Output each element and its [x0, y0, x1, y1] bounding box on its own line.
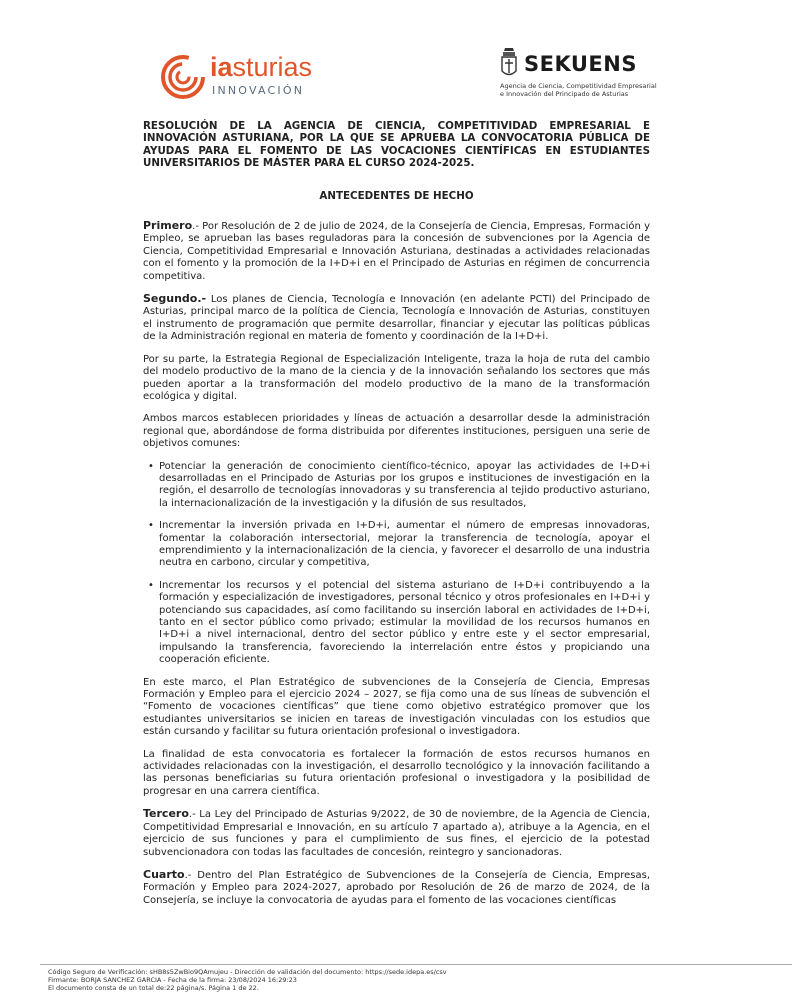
paragraph-segundo: [143, 293, 650, 344]
paragraph-lead: Tercero: [143, 807, 189, 821]
paragraph-finalidad: La finalidad de esta convocatoria es fortalecer la formación de estos recursos humanos en actividades relacionadas con la investigación, el desarrollo tecnológico y la innovación facilitando a las personas beneficiarias su futura orientación profesional o investigadora y la posibilidad de progresar en una carrera científica.: [143, 748, 650, 797]
footer-csv-line: Código Seguro de Verificación: sHB8s5ZwBio9QAmujeu - Dirección de validación del documento: https://sede.idepa.es/csv: [48, 968, 447, 976]
list-item: [143, 461, 650, 511]
section-heading: ANTECEDENTES DE HECHO: [319, 189, 474, 202]
bullet-icon: •: [148, 520, 154, 532]
footer-page-line: El documento consta de un total de:22 página/s. Página 1 de 22.: [48, 984, 259, 993]
paragraph-text: Los planes de Ciencia, Tecnología e Innovación (en adelante PCTI) del Principado de Asturias, principal marco de la política de Ciencia, Tecnología e Innovación de Asturias, constituyen el instrumento de programación que permite desarrollar, financiar y ejecutar las políticas públicas de la Administración regional en materia de fomento y coordinación de la I+D+i.: [143, 294, 650, 343]
coat-of-arms-icon: [500, 46, 518, 80]
paragraph-lead: Segundo.-: [143, 292, 207, 306]
document-title: RESOLUCIÓN DE LA AGENCIA DE CIENCIA, COMPETITIVIDAD EMPRESARIAL E INNOVACIÓN ASTURIANA, POR LA QUE SE APRUEBA LA CONVOCATORIA PÚBLICA DE AYUDAS PARA EL FOMENTO DE LAS VOCACIONES CIENTÍFICAS EN ESTUDIANTES UNIVERSITARIOS DE MÁSTER PARA EL CURSO 2024-2025.: [143, 120, 650, 170]
bullet-icon: •: [148, 460, 154, 472]
paragraph-lead: Cuarto: [143, 867, 185, 881]
list-item-text: Incrementar los recursos y el potencial del sistema asturiano de I+D+i contribuyendo a la formación y especialización de investigadores, personal técnico y otros profesionales en I+D+i y potenciando sus capacidades, así como facilitando su inserción laboral en actividades de I+D+i, tanto en el sector público como privado; estimular la movilidad de los recursos humanos en I+D+i a nivel internacional, dentro del sector público y entre este y el sector empresarial, impulsando la transferencia, favoreciendo la interrelación entre éstos y propiciando una cooperación eficiente.: [159, 579, 650, 666]
paragraph-tercero: [143, 808, 650, 859]
paragraph-text: .- La Ley del Principado de Asturias 9/2022, de 30 de noviembre, de la Agencia de Ciencia, Competitividad Empresarial e Innovación, en su artículo 7 apartado a), atribuye a la Agencia, en el ejercicio de sus funciones y para el cumplimiento de sus fines, el ejercicio de la potestad subvencionadora con todas las facultades de concesión, reintegro y sancionadoras.: [143, 809, 650, 858]
verification-footer: [48, 968, 447, 993]
list-item: [143, 520, 650, 570]
paragraph-estrategia: Por su parte, la Estrategia Regional de Especialización Inteligente, traza la hoja de ruta del cambio del modelo productivo de la mano de la ciencia y de la innovación señalando los sectores que más pueden aportar a la transformación del modelo productivo de la mano de la transformación ecológica y digital.: [143, 353, 650, 402]
footer-divider: [40, 964, 792, 965]
sekuens-wordmark: SEKUENS: [524, 52, 637, 76]
paragraph-marcos: Ambos marcos establecen prioridades y líneas de actuación a desarrollar desde la administración regional que, abordándose de forma distribuida por diferentes instituciones, persiguen una serie de objetivos comunes:: [143, 413, 650, 450]
iasturias-logo: [160, 52, 340, 100]
page-header: [0, 0, 792, 110]
paragraph-text: .- Por Resolución de 2 de julio de 2024, de la Consejería de Ciencia, Empresas, Formación y Empleo, se aprueban las bases reguladoras para la concesión de subvenciones por la Agencia de Ciencia, Competitividad Empresarial e Innovación Asturiana, destinadas a actividades relacionadas con el fomento y la promoción de la I+D+i en el Principado de Asturias en régimen de concurrencia competitiva.: [143, 221, 650, 282]
list-item-text: Incrementar la inversión privada en I+D+i, aumentar el número de empresas innovadoras, fomentar la colaboración intersectorial, mejorar la transferencia de tecnología, apoyar el emprendimiento y la internacionalización de la ciencia, y favorecer el desarrollo de una industria neutra en carbono, circular y competitiva,: [159, 520, 650, 569]
paragraph-primero: [143, 220, 650, 283]
sekuens-subtitle-line1: Agencia de Ciencia, Competitividad Empresarial: [500, 82, 657, 90]
list-item: [143, 580, 650, 667]
sekuens-logo: [500, 44, 680, 104]
paragraph-text: .- Dentro del Plan Estratégico de Subvenciones de la Consejería de Ciencia, Empresas, Formación y Empleo para 2024-2027, aprobado por Resolución de 26 de marzo de 2024, de la Consejería, se incluye la convocatoria de ayudas para el fomento de las vocaciones científicas: [143, 869, 650, 906]
iasturias-spiral-icon: [160, 54, 206, 100]
sekuens-subtitle: [500, 82, 657, 98]
paragraph-lead: Primero: [143, 219, 193, 233]
brand-prefix: ia: [210, 52, 233, 82]
footer-signer-line: Firmante: BORJA SANCHEZ GARCIA - Fecha de la firma: 23/08/2024 16:29:23: [48, 976, 297, 985]
paragraph-cuarto: [143, 869, 650, 907]
document-body: [143, 120, 650, 917]
sekuens-subtitle-line2: e Innovación del Principado de Asturias: [500, 90, 629, 98]
bullet-icon: •: [148, 579, 154, 591]
list-item-text: Potenciar la generación de conocimiento científico-técnico, apoyar las actividades de I+D+i desarrolladas en el Principado de Asturias por los grupos e instituciones de investigación en la región, el desarrollo de tecnologías innovadoras y su transferencia al tejido productivo asturiano, la internacionalización de la investigación y la difusión de sus resultados,: [159, 460, 650, 509]
brand-name: sturias: [232, 52, 313, 82]
objectives-list: [143, 461, 650, 667]
paragraph-plan-estrategico: En este marco, el Plan Estratégico de subvenciones de la Consejería de Ciencia, Empresas Formación y Empleo para el ejercicio 2024 – 2027, se fija como una de sus líneas de subvención el “Fomento de vocaciones científicas” que tiene como objetivo estratégico promover que los estudiantes universitarios se inicien en tareas de investigación vinculadas con los estudios que están cursando y facilitar su futura orientación profesional o investigadora.: [143, 676, 650, 738]
brand-tagline: INNOVACIÓN: [212, 84, 305, 97]
